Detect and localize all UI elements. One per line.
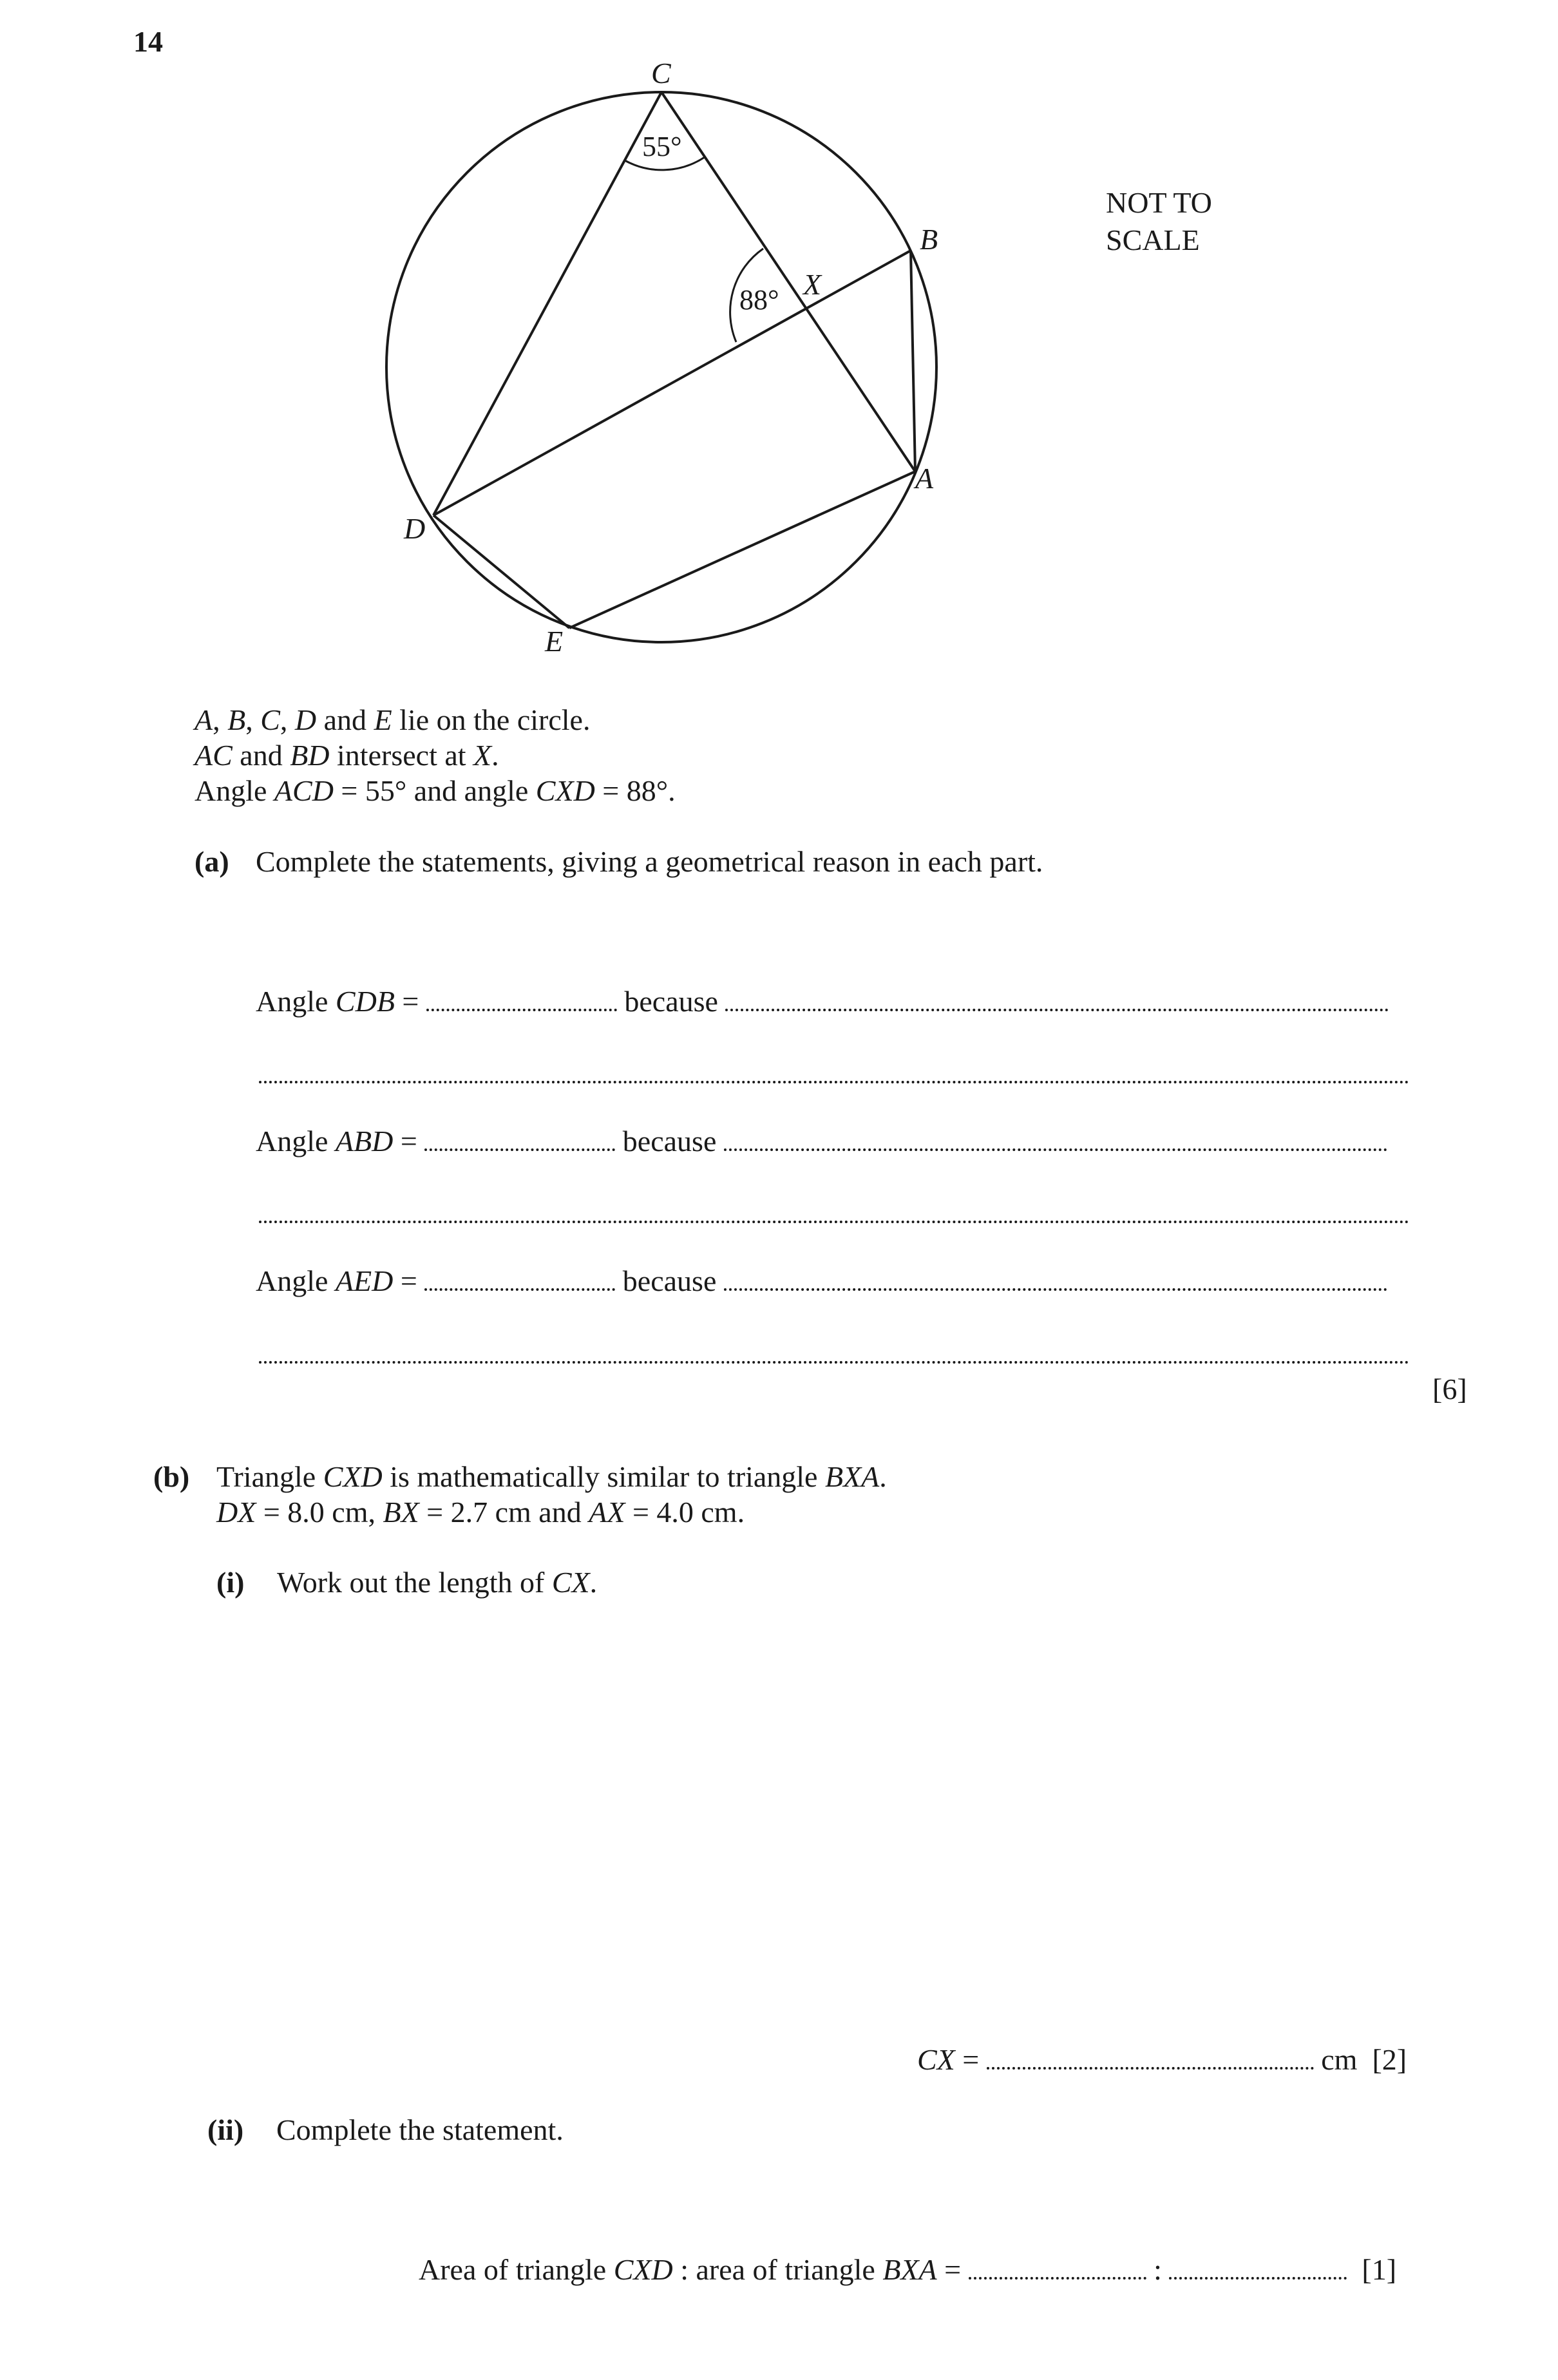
answer-blank-abd-reason[interactable] [724, 1139, 1387, 1151]
chord-ba [911, 251, 915, 471]
label-a: A [915, 462, 934, 495]
intro-line-3: Angle ACD = 55° and angle CXD = 88°. [195, 774, 676, 807]
answer-blank-aed-value[interactable] [424, 1279, 615, 1291]
label-b: B [920, 223, 938, 256]
circle [386, 92, 936, 642]
part-b-line-2: DX = 8.0 cm, BX = 2.7 cm and AX = 4.0 cm. [216, 1496, 745, 1528]
label-x: X [803, 268, 822, 301]
intro-line-2: AC and BD intersect at X. [195, 739, 499, 772]
angle-label-c: 55° [642, 131, 682, 162]
answer-blank-cdb-reason-2[interactable] [259, 1072, 1409, 1083]
part-b-ii-text: Complete the statement. [276, 2113, 564, 2146]
part-a-instruction: Complete the statements, giving a geometrical reason in each part. [256, 845, 1043, 878]
page-number: 14 [133, 25, 163, 58]
part-b-i-marks: [2] [1372, 2043, 1407, 2076]
part-a-label: (a) [195, 845, 229, 878]
label-d: D [404, 512, 426, 545]
cx-answer-blank[interactable] [987, 2058, 1314, 2070]
part-b-ii-marks: [1] [1362, 2253, 1397, 2286]
angle-row-abd: Angle ABD = because [256, 1123, 1387, 1159]
part-b-line-1: Triangle CXD is mathematically similar to triangle BXA. [216, 1460, 887, 1493]
not-to-scale-line1: NOT TO [1106, 186, 1212, 219]
label-e: E [545, 625, 564, 658]
part-a-marks: [6] [1432, 1373, 1467, 1405]
angle-row-aed: Angle AED = because [256, 1263, 1387, 1299]
chord-ae [569, 471, 915, 628]
angle-row-cdb: Angle CDB = because [256, 984, 1389, 1020]
cx-answer-row: CX = cm [2] [917, 2043, 1407, 2076]
answer-blank-abd-reason-2[interactable] [259, 1212, 1409, 1223]
intro-line-1: A, B, C, D and E lie on the circle. [195, 703, 591, 736]
answer-blank-cdb-reason[interactable] [725, 1000, 1389, 1011]
label-c: C [651, 57, 671, 90]
circle-diagram [0, 0, 1558, 709]
angle-label-x: 88° [739, 284, 779, 316]
chord-ca [661, 92, 915, 471]
chord-de [433, 515, 569, 628]
answer-blank-aed-reason-2[interactable] [259, 1352, 1409, 1364]
part-b-label: (b) [153, 1460, 190, 1493]
part-b-i-text: Work out the length of CX. [277, 1566, 598, 1599]
answer-blank-aed-reason[interactable] [724, 1279, 1387, 1291]
not-to-scale-line2: SCALE [1106, 224, 1200, 256]
answer-blank-cdb-value[interactable] [426, 1000, 617, 1011]
ratio-blank-2[interactable] [1169, 2268, 1347, 2280]
area-ratio-row: Area of triangle CXD : area of triangle BXA = : [1] [419, 2253, 1397, 2286]
ratio-blank-1[interactable] [969, 2268, 1146, 2280]
answer-blank-abd-value[interactable] [424, 1139, 615, 1151]
part-b-i-label: (i) [216, 1566, 245, 1599]
part-b-ii-label: (ii) [207, 2113, 244, 2146]
